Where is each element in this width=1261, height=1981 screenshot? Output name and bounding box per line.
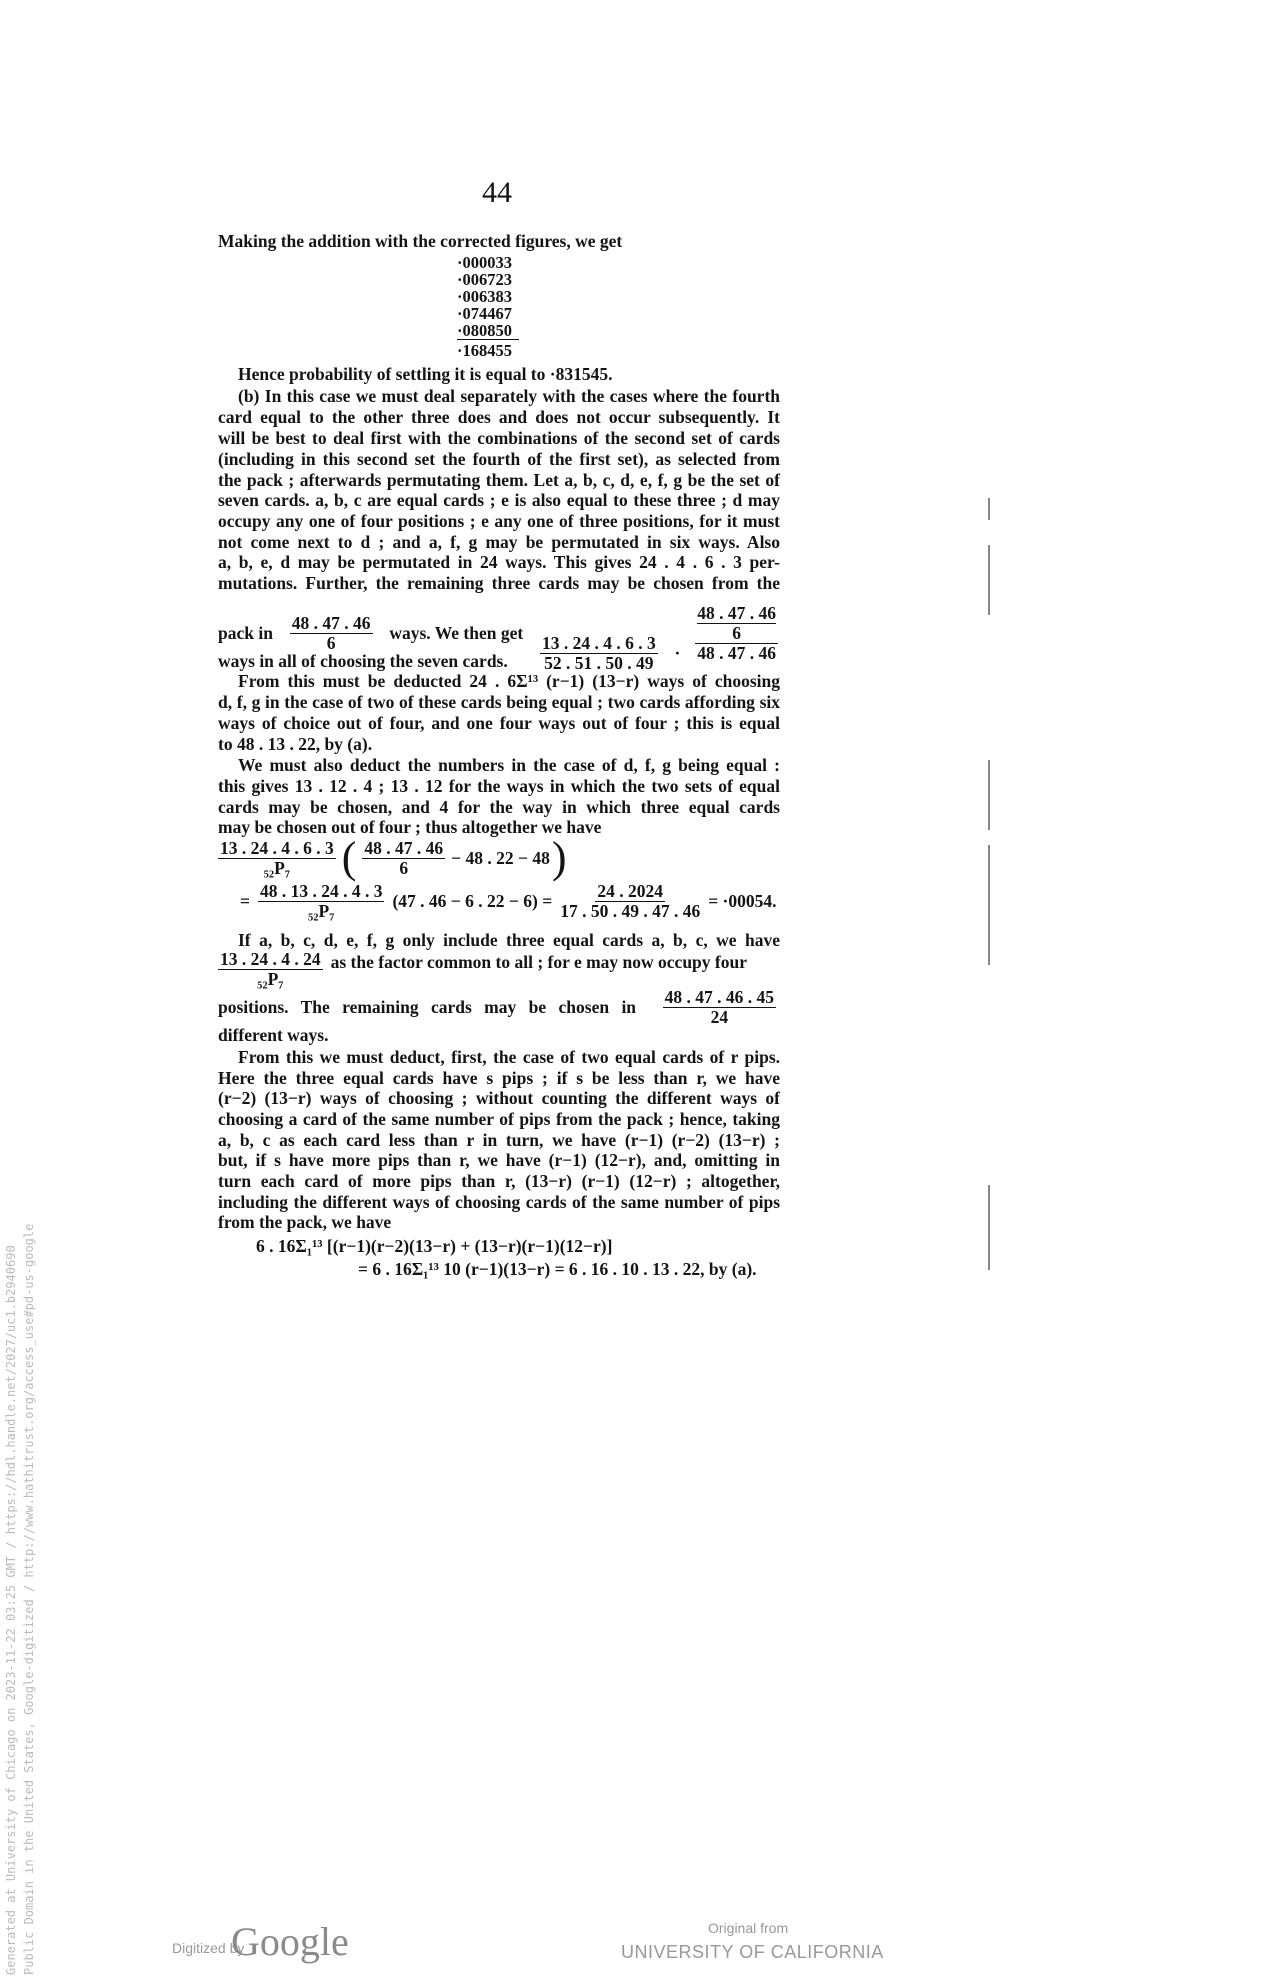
text-line: different ways.	[218, 1025, 329, 1045]
text-line: this gives 13 . 12 . 4 ; 13 . 12 for the ways in which the two sets of equal	[218, 776, 780, 796]
text: (47 . 46 − 6 . 22 − 6) =	[392, 891, 553, 911]
text: − 48 . 22 − 48	[451, 847, 550, 868]
text: ·	[674, 643, 681, 663]
text-line: a, b, e, d may be permutated in 24 ways. This gives 24 . 4 . 6 . 3 per-	[218, 552, 780, 572]
text: = ·00054.	[708, 891, 777, 911]
text-line: (including in this second set the fourth of the first set), as selected from	[218, 449, 780, 469]
watermark-line: Generated at University of Chicago on 2023-11-22 03:25 GMT / https://hdl.handle.net/2027/uc1.b2940690	[4, 1245, 18, 1975]
text: positions. The remaining cards may be chosen in	[218, 997, 637, 1017]
text-line: turn each card of more pips than r, (13−r) (r−1) (12−r) ; altogether,	[218, 1171, 780, 1191]
text-line: From this must be deducted 24 . 6Σ¹³ (r−1) (13−r) ways of choosing	[238, 671, 780, 691]
text: =	[240, 891, 250, 911]
text-line: d, f, g in the case of two of these cards being equal ; two cards affording six	[218, 692, 780, 712]
digitized-by-label: Digitized by	[172, 1940, 245, 1956]
paren: )	[551, 833, 567, 882]
text: as the factor common to all ; for e may now occupy four	[330, 952, 747, 972]
text: pack in	[218, 623, 273, 643]
google-logo: Google	[231, 1919, 349, 1964]
fraction: $\frac{48 . 47 . 46}{6}$	[364, 837, 444, 878]
text-line: but, if s have more pips than r, we have (r−1) (12−r), and, omitting in	[218, 1150, 780, 1170]
scan-mark	[988, 1185, 990, 1270]
text-line: card equal to the other three does and does not occur subsequently. It	[218, 407, 780, 427]
paren: (	[341, 833, 357, 882]
equation-3: 6 . 16Σ₁¹³ [(r−1)(r−2)(13−r) + (13−r)(r−1)(12−r)]	[256, 1236, 613, 1256]
addition-term: ·074467	[457, 304, 513, 323]
text-line: If a, b, c, d, e, f, g only include three equal cards a, b, c, we have	[238, 930, 780, 950]
text-line: Here the three equal cards have s pips ; if s be less than r, we have	[218, 1068, 780, 1088]
text-line: to 48 . 13 . 22, by (a).	[218, 734, 373, 754]
text-line: ways in all of choosing the seven cards.	[218, 651, 508, 671]
hence-text: Hence probability of settling it is equal to ·831545.	[238, 364, 613, 384]
text-line: mutations. Further, the remaining three cards may be chosen from the	[218, 573, 780, 593]
scan-mark	[988, 498, 990, 520]
text-line: will be best to deal first with the combinations of the second set of cards	[218, 428, 780, 448]
text-line: may be chosen out of four ; thus altogether we have	[218, 817, 602, 837]
fraction: $\frac{48 . 47 . 46}{6}$	[291, 613, 371, 653]
text-line: We must also deduct the numbers in the case of d, f, g being equal :	[238, 755, 780, 775]
text-line: from the pack, we have	[218, 1212, 392, 1232]
watermark-line: Public Domain in the United States, Google-digitized / http://www.hathitrust.org/access_use#pd-us-google	[22, 1223, 36, 1975]
text-line: (r−2) (13−r) ways of choosing ; without counting the different ways of	[218, 1088, 780, 1108]
compound-fraction: 48 . 47 . 46 6 48 . 47 . 46	[697, 603, 776, 663]
addition-term: ·000033	[457, 253, 513, 272]
text-line: the pack ; afterwards permutating them. Let a, b, c, d, e, f, g be the set of	[218, 470, 780, 490]
addition-term: ·080850	[457, 322, 519, 340]
fraction: $\frac{13 . 24 . 4 . 6 . 3}{52 . 51 . 50 . 49}$	[541, 633, 656, 673]
scan-mark	[988, 845, 990, 965]
addition-sum: ·168455	[457, 341, 513, 360]
text-line: occupy any one of four positions ; e any one of three positions, for it must	[218, 511, 780, 531]
intro-text: Making the addition with the corrected figures, we get	[218, 231, 623, 251]
fraction: $\frac{13 . 24 . 4 . 6 . 3}{\text{₅₂P₇}}$	[220, 837, 334, 878]
fraction: $\frac{24 . 2024}{17 . 50 . 49 . 47 . 46}$	[560, 881, 701, 921]
addition-term: ·006723	[457, 270, 513, 289]
text-line: a, b, c as each card less than r in turn, we have (r−1) (r−2) (13−r) ;	[218, 1130, 780, 1150]
original-from-label: Original from	[708, 1920, 789, 1936]
page-number: 44	[482, 176, 512, 209]
scan-mark	[988, 760, 990, 830]
text-line: not come next to d ; and a, f, g may be permutated in six ways. Also	[218, 532, 780, 552]
university-label: UNIVERSITY OF CALIFORNIA	[621, 1942, 884, 1962]
fraction: $\frac{48 . 13 . 24 . 4 . 3}{\text{₅₂P₇}}$	[259, 881, 383, 921]
equation-4: = 6 . 16Σ₁¹³ 10 (r−1)(13−r) = 6 . 16 . 10 . 13 . 22, by (a).	[358, 1259, 757, 1279]
fraction: $\frac{48 . 47 . 46 . 45}{24}$	[664, 987, 774, 1027]
text-line: choosing a card of the same number of pips from the pack ; hence, taking	[218, 1109, 780, 1129]
fraction: $\frac{13 . 24 . 4 . 24}{\text{₅₂P₇}}$	[220, 949, 321, 989]
text: ways. We then get	[389, 623, 524, 643]
equation-1	[214, 833, 567, 882]
text-line: including the different ways of choosing cards of the same number of pips	[218, 1192, 780, 1212]
text-line: From this we must deduct, first, the case of two equal cards of r pips.	[238, 1047, 780, 1067]
text-line: ways of choice out of four, and one four ways out of four ; this is equal	[218, 713, 780, 733]
text-line: (b) In this case we must deal separately with the cases where the fourth	[238, 386, 780, 406]
text-line: cards may be chosen, and 4 for the way in which three equal cards	[218, 797, 780, 817]
equation-2	[240, 882, 777, 921]
scan-mark	[988, 545, 990, 615]
addition-term: ·006383	[457, 287, 513, 306]
text-line: seven cards. a, b, c are equal cards ; e is also equal to these three ; d may	[218, 490, 780, 510]
